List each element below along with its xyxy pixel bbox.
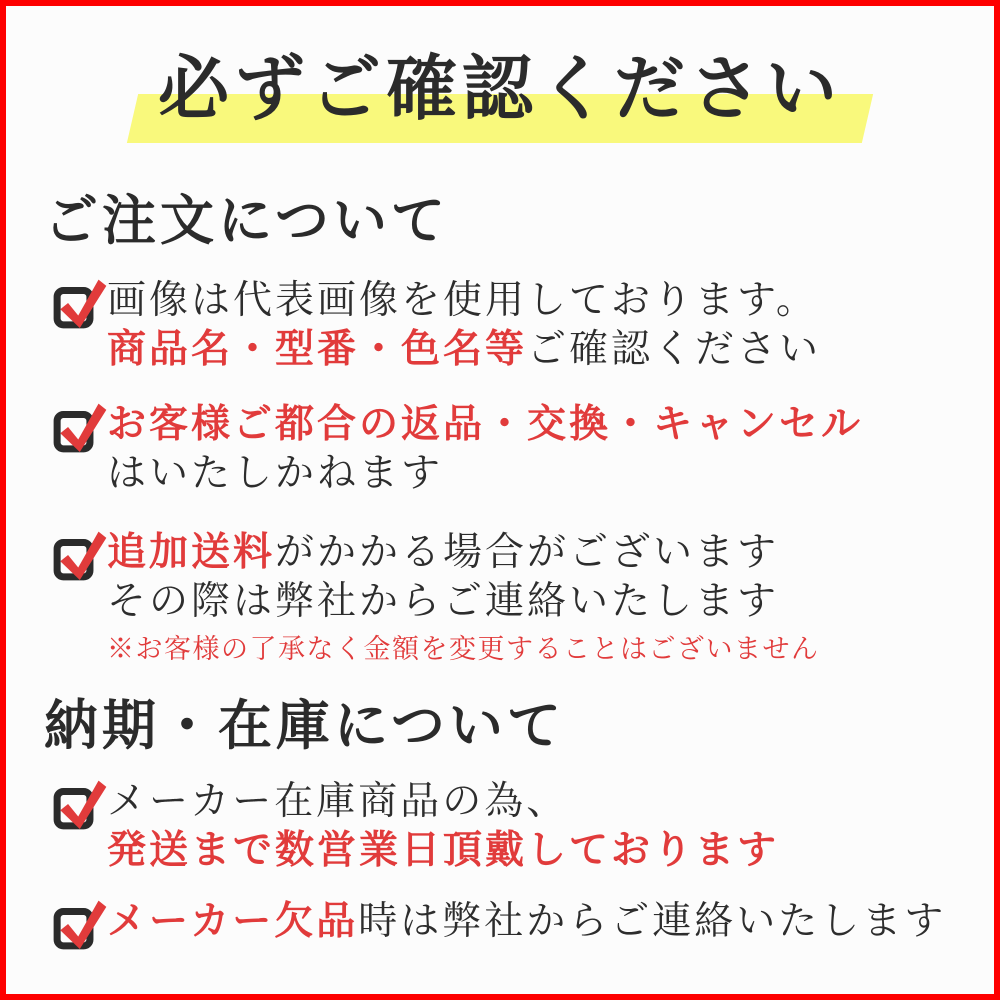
section-heading-stock: 納期・在庫について [44,696,565,757]
checkbox-checked-icon [54,530,100,580]
check-icon [54,779,104,829]
page-title: 必ずご確認ください [157,51,842,129]
check-icon [54,402,104,452]
item-line [107,276,821,325]
check-icon [54,278,104,328]
checkbox-checked-icon [54,779,100,829]
checklist-item [6,400,994,498]
checklist-item [6,897,994,949]
checklist-item [6,276,994,374]
checklist-item [6,777,994,875]
check-icon [54,899,104,949]
text-segment: ご確認ください [527,328,822,372]
checklist-item [6,528,994,667]
item-line [107,449,863,498]
item-line [107,528,820,577]
item-line [107,577,820,626]
item-text [107,777,779,875]
check-icon [54,530,104,580]
text-segment: 画像は代表画像を使用しております。 [107,279,818,323]
text-segment: 時は弊社からご連絡いたします [358,900,947,944]
text-segment-red: 商品名・型番・色名等 [107,328,528,372]
text-segment-red: メーカー欠品 [107,900,359,944]
title-block [6,42,994,138]
text-segment: その際は弊社からご連絡いたします [107,580,780,624]
item-text [107,897,946,946]
item-line [107,826,779,875]
text-segment-red: 追加送料 [107,531,276,575]
item-note: ※お客様の了承なく金額を変更することはございません [107,634,820,665]
section-heading-order: ご注文について [44,191,449,251]
checkbox-checked-icon [54,402,100,452]
text-segment-red: お客様ご都合の返品・交換・キャンセル [107,403,864,447]
checkbox-checked-icon [54,278,100,328]
text-segment: はいたしかねます [107,452,444,496]
item-text [107,276,821,374]
item-line [107,777,779,826]
item-line [107,897,946,946]
item-text [107,400,863,498]
item-line [107,325,821,374]
item-line [107,400,863,449]
text-segment: メーカー在庫商品の為、 [107,780,569,824]
checkbox-checked-icon [54,899,100,949]
item-text [107,528,820,667]
text-segment-red: 発送まで数営業日頂戴しております [107,829,780,873]
text-segment: がかかる場合がございます [275,531,780,575]
